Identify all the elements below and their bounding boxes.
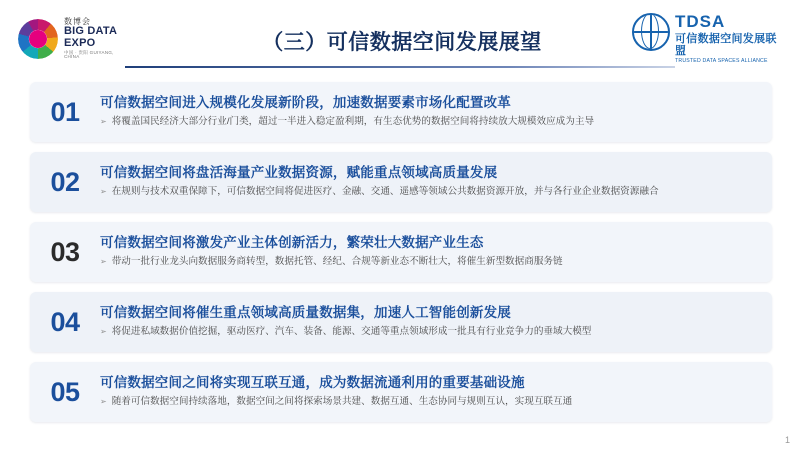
page-title: （三）可信数据空间发展展望 (262, 31, 542, 54)
arrow-bullet-icon: ➢ (100, 327, 107, 337)
item-detail: 带动一批行业龙头向数据服务商转型，数据托管、经纪、合规等新业态不断壮大，将催生新型数据商服务链 (111, 256, 563, 268)
list-item (30, 152, 772, 212)
item-detail-row (100, 395, 758, 409)
title-divider (125, 66, 675, 68)
item-detail-row (100, 325, 758, 339)
item-detail: 在规则与技术双重保障下，可信数据空间将促进医疗、金融、交通、遥感等领域公共数据资源开放，并与各行业企业数据资源融合 (111, 186, 659, 198)
outlook-item-list (30, 82, 772, 432)
list-item (30, 82, 772, 142)
tdsa-logo (632, 12, 782, 64)
item-detail: 将覆盖国民经济大部分行业/门类，超过一半进入稳定盈利期，有生态优势的数据空间将持续放大规模效应成为主导 (111, 116, 595, 128)
item-body (100, 165, 772, 199)
item-number: 04 (50, 306, 80, 337)
list-item (30, 222, 772, 282)
bigdata-expo-logo-text (64, 18, 126, 60)
item-body (100, 375, 772, 409)
arrow-bullet-icon: ➢ (100, 397, 107, 407)
arrow-bullet-icon: ➢ (100, 117, 107, 127)
item-body (100, 235, 772, 269)
item-detail: 随着可信数据空间持续落地，数据空间之间将探索场景共建、数据互通、生态协同与规则互认，实现互联互通 (111, 396, 573, 408)
arrow-bullet-icon: ➢ (100, 257, 107, 267)
item-number: 01 (50, 96, 80, 127)
tdsa-logo-text (675, 12, 782, 65)
rainbow-ring-logo-icon (18, 19, 58, 59)
expo-cn-name: 数博会 (64, 17, 91, 27)
bigdata-expo-logo (18, 16, 126, 62)
globe-icon (632, 13, 670, 51)
tdsa-cn-name: 可信数据空间发展联盟 (675, 32, 777, 57)
item-body (100, 95, 772, 129)
page-number: 1 (784, 435, 790, 445)
list-item (30, 362, 772, 422)
item-body (100, 305, 772, 339)
item-number: 02 (50, 166, 80, 197)
item-heading: 可信数据空间将盘活海量产业数据资源，赋能重点领域高质量发展 (100, 164, 498, 180)
item-detail-row (100, 255, 758, 269)
item-detail: 将促进私域数据价值挖掘，驱动医疗、汽车、装备、能源、交通等重点领域形成一批具有行业竞争力的垂域大模型 (111, 326, 592, 338)
expo-sub-caption: 中国 · 贵阳 GUIYANG, CHINA (64, 49, 114, 60)
item-heading: 可信数据空间将催生重点领域高质量数据集，加速人工智能创新发展 (100, 304, 511, 320)
list-item (30, 292, 772, 352)
expo-en-line2: EXPO (64, 36, 96, 49)
item-heading: 可信数据空间之间将实现互联互通，成为数据流通利用的重要基础设施 (100, 374, 525, 390)
tdsa-abbr: TDSA (675, 12, 726, 31)
item-number: 03 (50, 236, 80, 267)
item-heading: 可信数据空间将激发产业主体创新活力，繁荣壮大数据产业生态 (100, 234, 484, 250)
expo-en-line1: BIG DATA (64, 25, 118, 38)
item-number: 05 (50, 376, 80, 407)
arrow-bullet-icon: ➢ (100, 187, 107, 197)
tdsa-en-name: TRUSTED DATA SPACES ALLIANCE (675, 57, 768, 64)
slide-header (0, 0, 800, 74)
item-heading: 可信数据空间进入规模化发展新阶段，加速数据要素市场化配置改革 (100, 94, 511, 110)
item-detail-row (100, 115, 758, 129)
item-detail-row (100, 185, 758, 199)
